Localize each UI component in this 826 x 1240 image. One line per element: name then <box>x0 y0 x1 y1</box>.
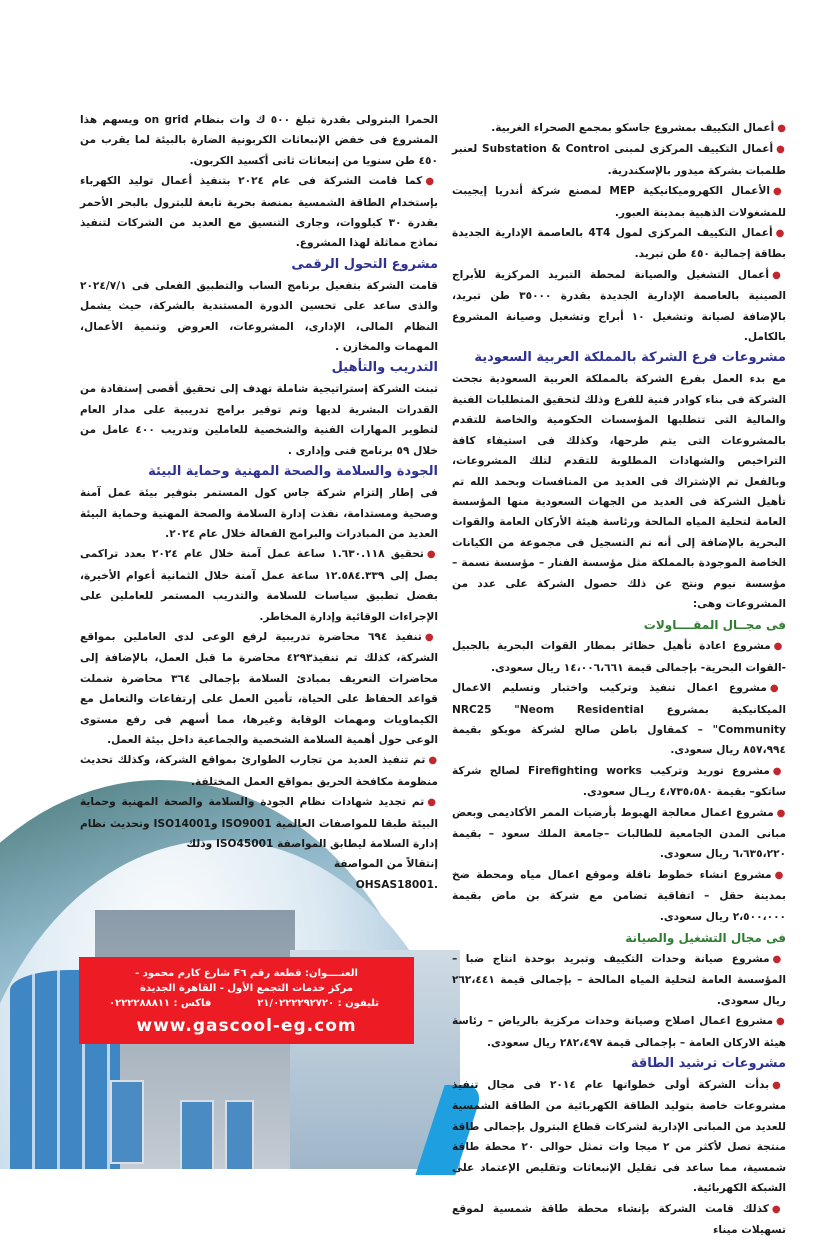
list-item: ●تم تنفيذ العديد من تجارب الطوارئ بمواقع الشركة، وكذلك تحديث منظومة مكافحة الحريق بمواقع العمل المختلفة. <box>80 750 438 792</box>
left-column <box>80 110 438 895</box>
list-item: ●مشروع انشاء خطوط ناقلة وموقع اعمال مياه ومحطة ضخ بمدينة حقل – اتفاقية تضامن مع شركة بن ماض بقيمة ٢،٥٠٠،٠٠٠ ريال سعودى. <box>452 865 786 927</box>
section-heading-training: التدريب والتأهيل <box>80 357 438 379</box>
bullet-icon: ● <box>777 123 786 134</box>
website-link[interactable]: www.gascool-eg.com <box>79 1016 414 1036</box>
list-item: ●كذلك قامت الشركة بإنشاء محطة طاقة شمسية لموقع تسهيلات ميناء <box>452 1199 786 1240</box>
paragraph-saudi: مع بدء العمل بفرع الشركة بالمملكة العربية السعودية نجحت الشركة فى بناء كوادر فنية للفرع وذلك لتحقيق المتطلبات الفنية والمالية التى تتطلبها المؤسسات الحكومية والخاصة للتقدم بالمشروعات التى يتم طرحها، وكذلك فى استيفاء كافة التراخيص والشهادات المطلوبة للتقدم لتلك المشروعات، وبالفعل تم الإشتراك فى العديد من المنافسات وبحمد الله تم تأهيل الشركة فى العديد من الجهات السعودية منها المؤسسة العامة لتحلية المياه المالحة ورئاسة هيئة الأركان العامة والقوات البحرية بالإضافة إلى أنه تم التسجيل فى مجموعة من الكيانات الخاصة الموجودة بالمملكة مثل مؤسسة الفنار – مؤسسة نسمة – مؤسسة نيوم ونتج عن ذلك حصول الشركة على عدد من المشروعات وهى: <box>452 369 786 614</box>
list-item: ●مشروع اعمال معالجة الهبوط بأرضيات الممر الأكاديمى وبعض مبانى المدن الجامعية للطالبات –جامعة الملك سعود – بقيمة ٦،٦٣٥،٢٢٠ ريال سعودى. <box>452 803 786 865</box>
hse-tail-line: إنتقالاً من المواصفة <box>80 854 438 874</box>
phone-number: تليفون : ٢١/٠٢٢٢٢٩٢٧٢٠ <box>257 996 379 1011</box>
bullet-icon: ● <box>772 270 786 281</box>
bullet-icon: ● <box>774 641 786 652</box>
building-window <box>225 1100 254 1169</box>
bullet-icon: ● <box>425 632 438 643</box>
bullet-icon: ● <box>773 186 786 197</box>
address-line-2: مركز خدمات التجمع الأول - القاهرة الجديدة <box>79 981 414 996</box>
subheading-operation: فى مجال التشغيل والصيانة <box>452 927 786 949</box>
list-item: ●الأعمال الكهروميكانيكية MEP لمصنع شركة أندريا إيجيبت للمشغولات الذهبية بمدينة العبور. <box>452 181 786 223</box>
bullet-icon: ● <box>773 954 786 965</box>
bullet-icon: ● <box>425 176 438 187</box>
list-item: ●مشروع اعمال اصلاح وصيانة وحدات مركزية بالرياض – رئاسة هيئة الاركان العامة – بإجمالى قيمة ٢٨٢،٤٩٧ ريال سعودى. <box>452 1011 786 1053</box>
right-column <box>452 118 786 1240</box>
bullet-icon: ● <box>773 766 786 777</box>
contact-info-box <box>79 957 414 1044</box>
bullet-icon: ● <box>427 797 438 808</box>
bullet-icon: ● <box>427 549 438 560</box>
list-item: ●بدأت الشركة أولى خطواتها عام ٢٠١٤ فى مجال تنفيذ مشروعات خاصة بتوليد الطاقة الكهربائية من الطاقة الشمسية للعديد من المبانى الإدارية لشركات قطاع البترول بإجمالى طاقة منتجة تصل لأكثر من ٢ ميجا وات تمثل حوالى ٢٠ محطة طاقة شمسية، مما ساعد فى تقليل الإنبعاثات وتقليص الإعتماد على الشبكة الكهربائية. <box>452 1075 786 1198</box>
bullet-icon: ● <box>770 683 786 694</box>
list-item: ●أعمال التكييف بمشروع جاسكو بمجمع الصحراء الغربية. <box>452 118 786 139</box>
list-item: ●مشروع اعادة تأهيل حظائر بمطار القوات البحرية بالجبيل -القوات البحرية- بإجمالى قيمة ١٤،٠٠٦،٦٦١ ريال سعودى. <box>452 636 786 678</box>
bullet-icon: ● <box>777 808 786 819</box>
section-heading-hse: الجودة والسلامة والصحة المهنية وحماية البيئة <box>80 461 438 483</box>
list-item: ●تحقيق ١.٦٣٠.١١٨ ساعة عمل آمنة خلال عام ٢٠٢٤ بعدد تراكمى يصل إلى ١٢.٥٨٤.٣٣٩ ساعة عمل آمنة خلال الثمانية أعوام الأخيرة، بفضل تطبيق سياسات للسلامة والتدريب المستمر للعاملين على الإجراءات الوقائية وإدارة المخاطر. <box>80 544 438 627</box>
section-heading-energy: مشروعات ترشيد الطاقة <box>452 1053 786 1075</box>
bullet-icon: ● <box>776 1016 786 1027</box>
building-window <box>110 1080 144 1164</box>
list-item: ●مشروع اعمال تنفيذ وتركيب واختبار وتسليم الاعمال الميكانيكية بمشروع NRC25 "Neom Residential Community" – كمقاول باطن صالح لشركة موبكو بقيمة ٨٥٧،٩٩٤ ريال سعودى. <box>452 678 786 761</box>
list-item: ●مشروع صيانة وحدات التكييف وتبريد بوحدة انتاج ضبا – المؤسسة العامة لتحلية المياه المالحة – بإجمالى قيمة ٢٦٢،٤٤١ ريال سعودى. <box>452 949 786 1011</box>
bullet-icon: ● <box>776 144 786 155</box>
list-item: ●أعمال التكييف المركزى لمبنى Substation & Control لعنبر طلمبات بشركة ميدور بالإسكندرية. <box>452 139 786 181</box>
list-item: ●أعمال التشغيل والصيانة لمحطة التبريد المركزية للأبراج الصينية بالعاصمة الإدارية الجديدة بقدرة ٣٥٠٠٠ طن تبريد، بالإضافة لصيانة وتشغيل ١٠ أبراج وتشغيل وصيانة المشروع بالكامل. <box>452 265 786 348</box>
section-heading-digital: مشروع التحول الرقمى <box>80 254 438 276</box>
fax-number: فاكس : ٠٢٢٢٢٨٨٨١١ <box>109 996 211 1011</box>
bullet-icon: ● <box>772 1080 786 1091</box>
paragraph-continued: الحمرا البترولى بقدرة تبلغ ٥٠٠ ك وات بنظام on grid ويسهم هذا المشروع فى خفض الإنبعاثات الكربونية الضارة بالبيئة لما يقرب من ٤٥٠ طن سنويا من إنبعاثات ثانى أكسيد الكربون. <box>80 110 438 171</box>
building-window <box>180 1100 214 1169</box>
phone-fax-row <box>79 996 414 1011</box>
bullet-icon: ● <box>775 870 786 881</box>
bullet-icon: ● <box>428 755 438 766</box>
list-item: ●تنفيذ ٦٩٤ محاضرة تدريبية لرفع الوعى لدى العاملين بمواقع الشركة، كذلك تم تنفيذ٤٢٩٣ محاضرة ما قبل العمل، بالإضافة إلى محاضرات التعريف بمبادئ السلامة بإجمالى ٣٦٤ محاضرة شملت قواعد الحفاظ على الحياة، تأمين العمل على إرتفاعات والتعامل مع الكيماويات ومهمات الوقاية وغيرها، مما أسهم فى رفع مستوى الوعى حول أهمية السلامة الشخصية والجماعية داخل بيئة العمل. <box>80 627 438 750</box>
list-item: ●أعمال التكييف المركزى لمول 4T4 بالعاصمة الإدارية الجديدة بطاقة إجمالية ٤٥٠ طن تبريد. <box>452 223 786 265</box>
address-line-1: العنــــوان: قطعة رقم F٦ شارع كارم محمود - <box>79 966 414 981</box>
list-item: ●مشروع توريد وتركيب Firefighting works لصالح شركة ساتكو– بقيمة ٤،٧٣٥،٥٨٠ ريـال سعودى. <box>452 761 786 803</box>
bullet-icon: ● <box>776 228 786 239</box>
paragraph-training: تبنت الشركة إستراتيجية شاملة تهدف إلى تحقيق أقصى إستفادة من القدرات البشرية لديها وتم توفير برامج تدريبية على مدار العام لتطوير المهارات الفنية والشخصية للعاملين وتدريب ٤٠٠ عامل من خلال ٥٩ برنامج فنى وإدارى . <box>80 379 438 461</box>
paragraph-digital: قامت الشركة بتفعيل برنامج الساب والتطبيق الفعلى فى ٢٠٢٤/٧/١ والذى ساعد على تحسين الدورة المستندية بالشركة، حيث يشمل النظام المالى، الإدارى، المشروعات، العروض وتنمية الأعمال، المهمات والمخازن . <box>80 276 438 358</box>
hse-tail-standard: .OHSAS18001 <box>80 875 438 895</box>
bullet-icon: ● <box>772 1204 786 1215</box>
subheading-contracting: فى مجــال المقــــاولات <box>452 614 786 636</box>
list-item: ●كما قامت الشركة فى عام ٢٠٢٤ بتنفيذ أعمال توليد الكهرباء بإستخدام الطاقة الشمسية بمنصة بحرية تابعة للبترول بالبحر الأحمر بقدرة ٣٠ كيلووات، وجارى التنسيق مع العديد من الشركات لتنفيذ نماذج مماثلة لهذا المشروع. <box>80 171 438 254</box>
list-item: ●تم تجديد شهادات نظام الجودة والسلامة والصحة المهنية وحماية البيئة طبقا للمواصفات العالمية ISO9001 وISO14001 وتحديث نظام إدارة السلامة ليطابق المواصفة ISO45001 وذلك <box>80 792 438 854</box>
paragraph-hse: فى إطار إلتزام شركة جاس كول المستمر بتوفير بيئة عمل آمنة وصحية ومستدامة، نفذت إدارة السلامة والصحة المهنية وحماية البيئة العديد من المبادرات والبرامج الفعالة خلال عام ٢٠٢٤. <box>80 483 438 544</box>
section-heading-saudi: مشروعات فرع الشركة بالمملكة العربية السعودية <box>452 347 786 369</box>
